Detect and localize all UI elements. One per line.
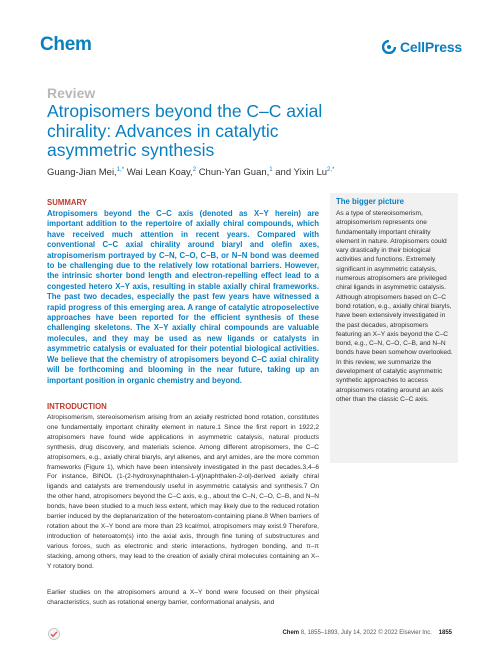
introduction-paragraph-2: Earlier studies on the atropisomers around a X–Y bond were focused on their physical characteristics, such as rotational energy barrier, conformational analysis, and: [47, 589, 319, 606]
author-list: [47, 167, 334, 178]
summary-text: Atropisomers beyond the C–C axis (denoted as X–Y herein) are important addition to the repertoire of axially chiral compounds, which have received much attention in recent years. Compared with conventional C–C axial chirality around biaryl and olefin axes, atropisomerism portrayed by C–N, C–O, C–B, or N–N bond was deemed to be challenging due to the relatively low rotational barriers. However, the intrinsic shorter bond length and electron-repelling effect lead to a congested hetero X–Y axis, resulting in stable axially chiral frameworks. The past two decades, especially the past few years have witnessed a rapid progress of this emerging area. A range of catalytic atroposelective approaches have been reported for the efficient synthesis of these challenging skeletons. The X–Y axially chiral compounds are valuable molecules, and they may be used as new ligands or catalysts in asymmetric catalysis or evaluated for their potential biological activities. We believe that the chemistry of atropisomers beyond C–C axial chirality will be forthcoming and blooming in the near future, taking up an important position in organic chemistry and beyond.: [47, 209, 319, 385]
cellpress-wordmark: CellPress: [399, 39, 462, 55]
author-name: Guang-Jian Mei,: [47, 167, 117, 179]
author-affiliation: 2: [192, 167, 197, 173]
author-affiliation: 1,*: [116, 167, 125, 173]
page-number: 1855: [438, 630, 452, 636]
introduction-paragraph-1: Atropisomerism, stereoisomerism arising from an axially restricted bond rotation, constitutes one fundamentally important chirality element in nature.1 Since the first report in 1922,2 atropisomers have found wide applications in asymmetric catalysis, natural products synthesis, drug discovery, and materials science. Among different atropisomers, the C–C atropisomers, e.g., axially chiral biaryls, aryl alkenes, and aryl amides, are the more common frameworks (Figure 1), which have been intensively investigated in the past decades.3,4–6 For instance, BINOL (1-(2-hydroxynaphthalen-1-yl)naphthalen-2-ol)-derived axially chiral ligands and catalysts are tremendously useful in asymmetric catalysis and synthesis.7 On the other hand, atropisomers beyond the C–C axis, e.g., about the C–N, C–O, C–B, and N–N bonds, have been studied to a much less extent, which may likely due to the reduced rotation barrier induced by the deplanarization of the heteroatom-containing plane.8 When barriers of rotation about the X–Y bond are more than 23 kcal/mol, atropisomers may exist.9 Therefore, introduction of heteroatom(s) into the axial axis, through fine tuning of substructures and various forces, such as electronic and steric interactions, hydrogen bonding, and π–π stacking, among others, may lead to the creation of axially chiral molecules containing an X–Y rotatory bond.: [47, 414, 319, 570]
bigger-picture-heading: The bigger picture: [336, 197, 405, 206]
author-affiliation: 2,*: [327, 167, 335, 173]
journal-name[interactable]: Chem: [40, 34, 92, 55]
cellpress-mark-icon: [382, 40, 396, 54]
check-for-updates-icon[interactable]: [48, 627, 60, 639]
footer-journal: Chem: [282, 630, 300, 636]
author-name: and Yixin Lu: [275, 167, 328, 179]
introduction-heading: INTRODUCTION: [47, 402, 107, 411]
author-name: Chun-Yan Guan,: [198, 167, 270, 179]
author-affiliation: 1: [269, 167, 273, 173]
author-name: Wai Lean Koay,: [126, 167, 193, 179]
page-footer: [282, 630, 452, 636]
article-section-label: Review: [47, 85, 96, 101]
article-title: Atropisomers beyond the C–C axial chirality: Advances in catalytic asymmetric synthesis: [47, 101, 323, 160]
footer-citation: 8, 1855–1893, July 14, 2022 © 2022 Elsevier Inc.: [299, 630, 432, 636]
cellpress-logo[interactable]: [382, 39, 462, 55]
bigger-picture-text: As a type of stereoisomerism, atropisomerism represents one fundamentally important chirality element in nature. Atropisomers could vary drastically in their biological activities and functions. Extremely significant in asymmetric catalysis, numerous atropisomers are privileged chiral ligands in asymmetric catalysis. Although atropisomers based on C–C bond rotation, e.g., axially chiral biaryls, have been extensively investigated in the past decades, atropisomers featuring an X–Y axis beyond the C–C bond, e.g., C–N, C–O, C–B, and N–N bonds have been somehow overlooked. In this review, we summarize the development of catalytic asymmetric synthetic approaches to access atropisomers rotating around an axis other than the classic C–C axis.: [336, 210, 453, 403]
summary-heading: SUMMARY: [47, 198, 87, 207]
